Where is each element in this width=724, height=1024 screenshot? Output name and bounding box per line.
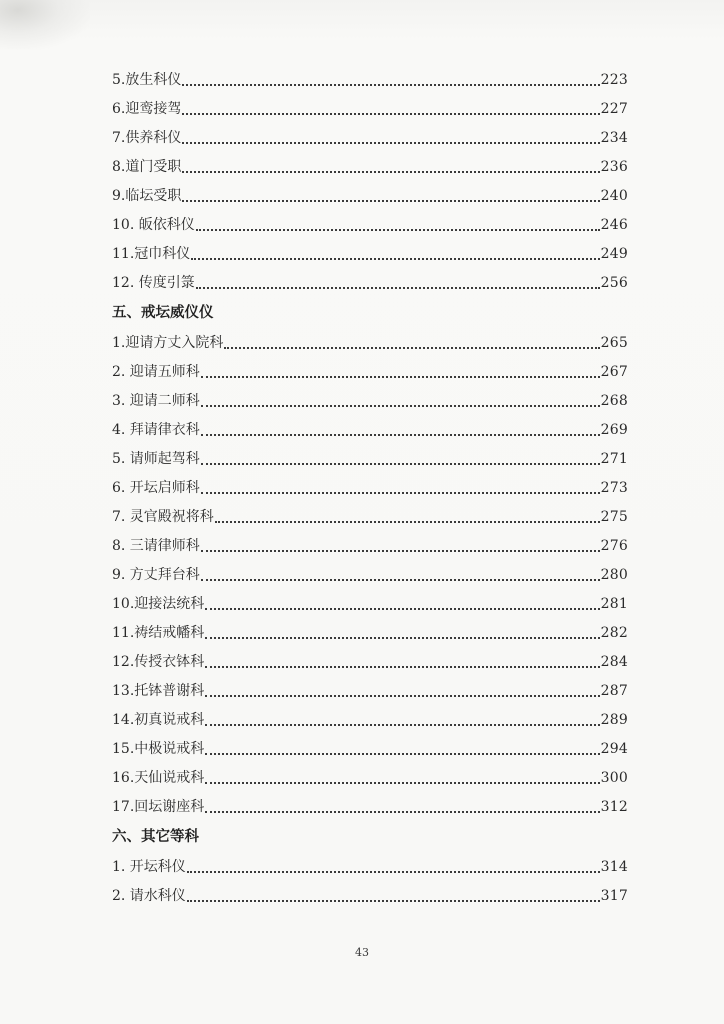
toc-entry-page: 246 [600,217,628,233]
toc-entry-title: 5. 请师起驾科 [112,451,200,467]
toc-entry-page: 236 [600,159,628,175]
toc-entry-page: 268 [600,393,628,409]
toc-entry[interactable] [112,648,628,677]
toc-entry[interactable] [112,66,628,95]
dot-leader [215,503,600,532]
toc-entry-title: 8. 三请律师科 [112,538,200,554]
toc-entry[interactable] [112,211,628,240]
toc-entry-title: 11.冠巾科仪 [112,246,191,262]
toc-entry[interactable] [112,182,628,211]
toc-entry[interactable] [112,95,628,124]
dot-leader [182,182,599,211]
toc-entry-page: 227 [600,101,628,117]
toc-entry-page: 275 [600,509,628,525]
toc-entry-page: 287 [600,683,628,699]
dot-leader [205,706,599,735]
toc-entry[interactable] [112,532,628,561]
toc-entry[interactable] [112,853,628,882]
dot-leader [201,474,600,503]
dot-leader [205,735,599,764]
toc-entry[interactable] [112,735,628,764]
toc-entry[interactable] [112,269,628,298]
toc-entry-page: 300 [600,770,628,786]
toc-entry-title: 6. 开坛启师科 [112,480,200,496]
dot-leader [196,211,600,240]
toc-entry-title: 14.初真说戒科 [112,712,205,728]
toc-entry-page: 271 [600,451,628,467]
toc-entry[interactable] [112,474,628,503]
dot-leader [205,648,599,677]
dot-leader [201,416,600,445]
toc-entry-title: 4. 拜请律衣科 [112,422,200,438]
dot-leader [224,329,599,358]
dot-leader [205,764,599,793]
page-number: 43 [355,946,369,959]
dot-leader [191,240,599,269]
toc-entry-title: 6.迎鸾接驾 [112,101,182,117]
toc-entry-page: 276 [600,538,628,554]
toc-entry[interactable] [112,387,628,416]
dot-leader [201,358,600,387]
toc-entry[interactable] [112,329,628,358]
toc-entry-page: 223 [600,72,628,88]
toc-entry-title: 12. 传度引箓 [112,275,195,291]
toc-entry-page: 249 [600,246,628,262]
toc-entry-title: 17.回坛谢座科 [112,799,205,815]
toc-entry[interactable] [112,677,628,706]
toc-entry-title: 9. 方丈拜台科 [112,567,200,583]
toc-entry[interactable] [112,445,628,474]
dot-leader [205,793,599,822]
toc-entry[interactable] [112,416,628,445]
dot-leader [201,445,600,474]
toc-entry-page: 256 [600,275,628,291]
toc-entry-page: 267 [600,364,628,380]
toc-entry-title: 5.放生科仪 [112,72,182,88]
toc-entry-title: 3. 迎请二师科 [112,393,200,409]
toc-group-continued [112,66,628,298]
toc-entry-title: 13.托钵普谢科 [112,683,205,699]
toc-entry-page: 240 [600,188,628,204]
toc-entry-page: 269 [600,422,628,438]
toc-entry-title: 8.道门受职 [112,159,182,175]
toc-entry-title: 7.供养科仪 [112,130,182,146]
toc-entry-title: 1.迎请方丈入院科 [112,335,224,351]
dot-leader [201,532,600,561]
dot-leader [205,677,599,706]
table-of-contents [112,66,628,911]
dot-leader [182,153,599,182]
toc-entry-page: 284 [600,654,628,670]
dot-leader [205,590,599,619]
toc-entry[interactable] [112,124,628,153]
toc-entry[interactable] [112,153,628,182]
dot-leader [196,269,600,298]
scan-smudge [0,0,90,50]
toc-entry[interactable] [112,706,628,735]
toc-entry-title: 1. 开坛科仪 [112,859,186,875]
toc-entry[interactable] [112,793,628,822]
toc-entry[interactable] [112,764,628,793]
dot-leader [187,853,600,882]
toc-entry-page: 294 [600,741,628,757]
toc-entry-title: 12.传授衣钵科 [112,654,205,670]
toc-entry-page: 273 [600,480,628,496]
toc-entry[interactable] [112,358,628,387]
toc-entry-title: 15.中极说戒科 [112,741,205,757]
toc-entry[interactable] [112,561,628,590]
dot-leader [205,619,599,648]
dot-leader [182,124,599,153]
toc-entry-title: 7. 灵官殿祝将科 [112,509,214,525]
toc-entry-page: 289 [600,712,628,728]
toc-group-section6 [112,853,628,911]
toc-entry[interactable] [112,882,628,911]
toc-entry[interactable] [112,590,628,619]
toc-entry[interactable] [112,240,628,269]
toc-entry-page: 317 [600,888,628,904]
dot-leader [182,95,599,124]
toc-entry-title: 11.祷结戒幡科 [112,625,205,641]
toc-group-section5 [112,329,628,822]
toc-entry-page: 280 [600,567,628,583]
toc-entry-page: 314 [600,859,628,875]
dot-leader [201,561,600,590]
toc-entry-page: 281 [600,596,628,612]
toc-entry-page: 265 [600,335,628,351]
toc-entry-page: 312 [600,799,628,815]
dot-leader [201,387,600,416]
toc-entry[interactable] [112,503,628,532]
section-heading: 五、戒坛威仪仪 [112,305,214,321]
toc-entry-page: 282 [600,625,628,641]
toc-entry-title: 2. 迎请五师科 [112,364,200,380]
section-heading: 六、其它等科 [112,829,199,845]
toc-entry-title: 2. 请水科仪 [112,888,186,904]
toc-entry-title: 16.天仙说戒科 [112,770,205,786]
dot-leader [182,66,599,95]
toc-entry-page: 234 [600,130,628,146]
toc-entry-title: 9.临坛受职 [112,188,182,204]
toc-entry-title: 10. 皈依科仪 [112,217,195,233]
toc-entry[interactable] [112,619,628,648]
dot-leader [187,882,600,911]
toc-entry-title: 10.迎接法统科 [112,596,205,612]
